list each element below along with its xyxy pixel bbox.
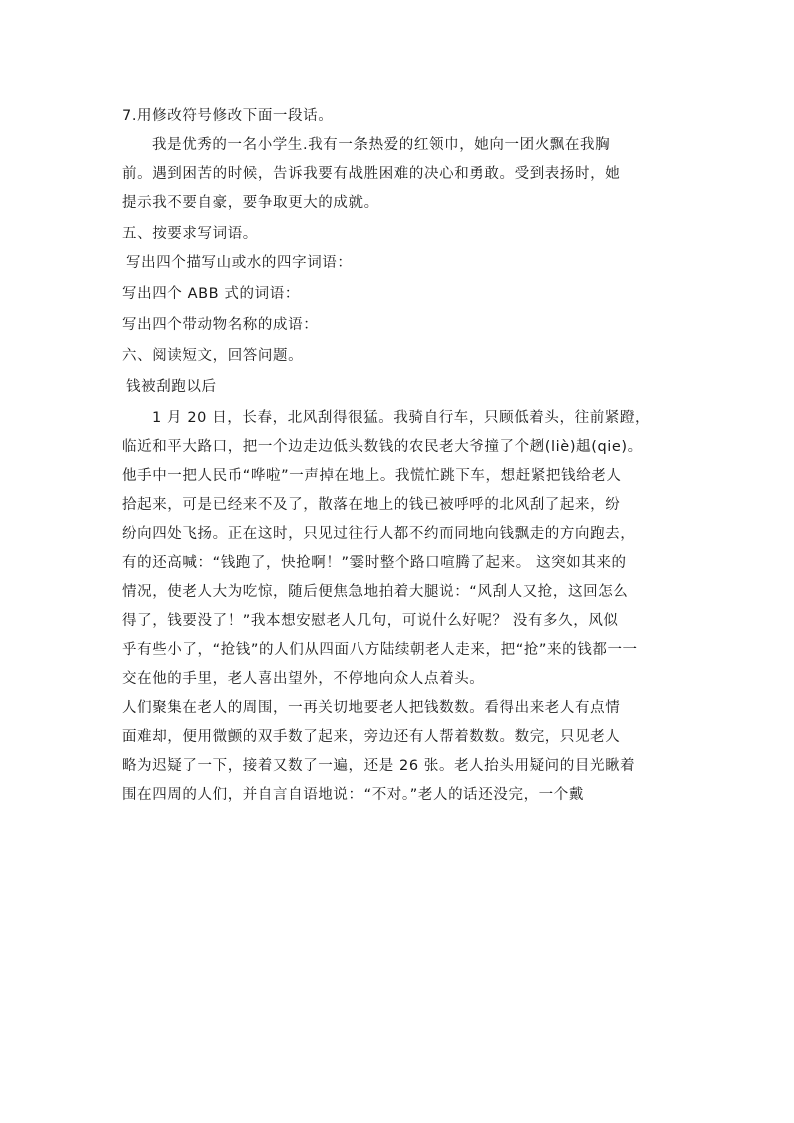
passage-line: 临近和平大路口，把一个边走边低头数钱的农民老大爷撞了个趔(liè)趄(qie)。 [122,439,643,455]
q7-paragraph-line: 提示我不要自豪，要争取更大的成就。 [122,195,379,211]
q7-paragraph-line: 我是优秀的一名小学生.我有一条热爱的红领巾，她向一团火飘在我胸 [152,137,611,153]
section-5-item: 写出四个 ABB 式的词语： [122,286,300,302]
passage-line: 纷向四处飞扬。正在这时，只见过往行人都不约而同地向钱飘走的方向跑去， [122,526,636,542]
passage-line: 略为迟疑了一下，接着又数了一遍，还是 26 张。老人抬头用疑问的目光瞅着 [122,758,636,774]
section-5-heading: 五、按要求写词语。 [122,226,258,242]
passage-line: 他手中一把人民币“哗啦”一声掉在地上。我慌忙跳下车，想赶紧把钱给老人 [122,468,622,484]
passage-title: 钱被刮跑以后 [126,379,217,395]
passage-line: 交在他的手里，老人喜出望外，不停地向众人点着头。 [122,671,485,687]
passage-line: 拾起来，可是已经来不及了，散落在地上的钱已被呼呼的北风刮了起来，纷 [122,497,621,513]
question-7-heading: 7.用修改符号修改下面一段话。 [122,108,334,124]
passage-line: 情况，使老人大为吃惊，随后便焦急地拍着大腿说：“风刮人又抢，这回怎么 [122,584,629,600]
section-6-heading: 六、阅读短文，回答问题。 [122,348,304,364]
passage-line: 乎有些小了，“抢钱”的人们从四面八方陆续朝老人走来，把“抢”来的钱都一一 [122,642,638,658]
q7-paragraph-line: 前。遇到困苦的时候，告诉我要有战胜困难的决心和勇敢。受到表扬时，她 [122,166,621,182]
passage-line: 围在四周的人们，并自言自语地说：“不对。”老人的话还没完，一个戴 [122,787,584,803]
passage-line: 1 月 20 日，长春，北风刮得很猛。我骑自行车，只顾低着头，往前紧蹬， [152,410,651,426]
section-5-item: 写出四个描写山或水的四字词语： [126,255,353,271]
passage-line: 有的还高喊：“钱跑了，快抢啊！”霎时整个路口喧腾了起来。 这突如其来的 [122,555,627,571]
document-body [122,102,651,810]
passage-line: 得了，钱要没了！”我本想安慰老人几句，可说什么好呢？ 没有多久，风似 [122,613,619,629]
passage-line: 面难却，便用微颤的双手数了起来，旁边还有人帮着数数。数完，只见老人 [122,729,621,745]
passage-line: 人们聚集在老人的周围，一再关切地要老人把钱数数。看得出来老人有点情 [122,700,621,716]
section-5-item: 写出四个带动物名称的成语： [122,317,319,333]
